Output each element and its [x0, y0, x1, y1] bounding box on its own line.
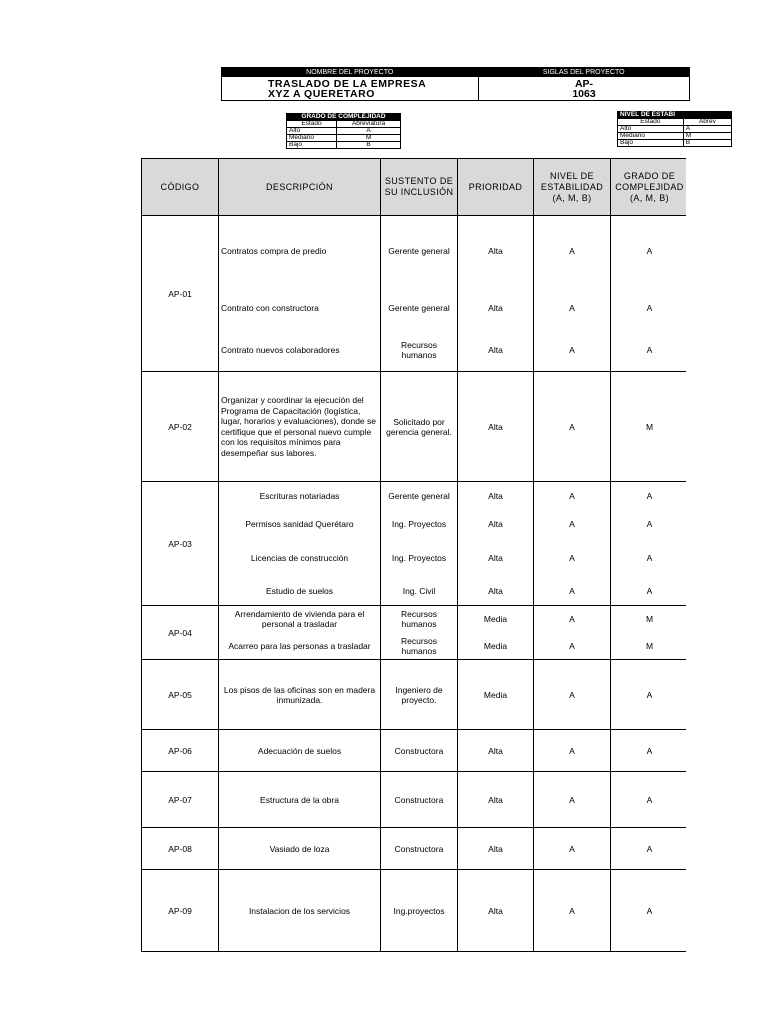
description-cell: Contrato con constructora	[219, 286, 381, 330]
complexity-cell: A	[611, 870, 689, 952]
support-cell: Ing. Civil	[381, 578, 458, 606]
stability-cell: A	[534, 772, 611, 828]
table-row	[142, 578, 689, 606]
stability-cell: A	[534, 372, 611, 482]
stability-cell: A	[534, 870, 611, 952]
stability-cell: A	[534, 510, 611, 538]
support-cell: Gerente general	[381, 216, 458, 286]
stability-cell: A	[534, 286, 611, 330]
support-cell: Gerente general	[381, 482, 458, 510]
complexity-cell: A	[611, 730, 689, 772]
legend-col-header: Estado	[618, 119, 684, 126]
table-row	[142, 510, 689, 538]
project-header-labels	[222, 68, 689, 77]
legend-abbrev: A	[337, 128, 401, 135]
stability-legend-clip	[617, 111, 716, 151]
stability-cell: A	[534, 828, 611, 870]
col-header-complexity: GRADO DE COMPLEJIDAD (A, M, B)	[611, 159, 689, 216]
legend-abbrev: B	[337, 142, 401, 149]
project-header-values	[222, 77, 689, 100]
legend-abbrev: A	[683, 126, 731, 133]
complexity-cell: A	[611, 828, 689, 870]
support-cell: Ing.proyectos	[381, 870, 458, 952]
table-row	[142, 828, 689, 870]
description-cell: Contrato nuevos colaboradores	[219, 330, 381, 372]
code-cell: AP-07	[142, 772, 219, 828]
complexity-cell: A	[611, 286, 689, 330]
legend-abbrev: B	[683, 140, 731, 147]
table-header-row	[142, 159, 689, 216]
col-header-stability: NIVEL DE ESTABILIDAD (A, M, B)	[534, 159, 611, 216]
description-cell: Los pisos de las oficinas son en madera inmunizada.	[219, 660, 381, 730]
priority-cell: Alta	[458, 538, 534, 578]
description-cell: Estudio de suelos	[219, 578, 381, 606]
priority-cell: Alta	[458, 578, 534, 606]
complexity-cell: M	[611, 633, 689, 660]
table-row	[142, 870, 689, 952]
complexity-cell: A	[611, 216, 689, 286]
col-header-support: SUSTENTO DE SU INCLUSIÓN	[381, 159, 458, 216]
requirements-table	[141, 158, 689, 952]
support-cell: Ing. Proyectos	[381, 538, 458, 578]
description-cell: Estructura de la obra	[219, 772, 381, 828]
support-cell: Recursos humanos	[381, 606, 458, 633]
code-cell: AP-04	[142, 606, 219, 660]
code-cell: AP-01	[142, 216, 219, 372]
support-cell: Constructora	[381, 730, 458, 772]
stability-legend	[617, 111, 732, 147]
stability-cell: A	[534, 482, 611, 510]
table-row	[142, 660, 689, 730]
table-row	[142, 538, 689, 578]
code-cell: AP-09	[142, 870, 219, 952]
support-cell: Constructora	[381, 772, 458, 828]
support-cell: Constructora	[381, 828, 458, 870]
table-row	[142, 216, 689, 286]
stability-cell: A	[534, 216, 611, 286]
priority-cell: Alta	[458, 482, 534, 510]
support-cell: Ing. Proyectos	[381, 510, 458, 538]
table-row	[142, 772, 689, 828]
complexity-cell: M	[611, 606, 689, 633]
stability-cell: A	[534, 730, 611, 772]
table-row	[142, 286, 689, 330]
stability-cell: A	[534, 660, 611, 730]
legend-abbrev: M	[683, 133, 731, 140]
priority-cell: Alta	[458, 730, 534, 772]
table-row	[142, 372, 689, 482]
project-name-label: NOMBRE DEL PROYECTO	[306, 69, 394, 76]
description-cell: Permisos sanidad Querétaro	[219, 510, 381, 538]
support-cell: Recursos humanos	[381, 633, 458, 660]
project-header	[221, 67, 690, 101]
priority-cell: Alta	[458, 870, 534, 952]
priority-cell: Alta	[458, 286, 534, 330]
legend-title: GRADO DE COMPLEJIDAD	[287, 114, 401, 121]
priority-cell: Alta	[458, 372, 534, 482]
stability-cell: A	[534, 578, 611, 606]
legend-state: Alto	[618, 126, 684, 133]
priority-cell: Media	[458, 633, 534, 660]
complexity-cell: A	[611, 510, 689, 538]
complexity-cell: A	[611, 330, 689, 372]
description-cell: Instalacion de los servicios	[219, 870, 381, 952]
complexity-legend	[286, 113, 401, 149]
legend-col-header: Estado	[287, 121, 337, 128]
page-edge-mask	[686, 150, 768, 970]
priority-cell: Alta	[458, 828, 534, 870]
support-cell: Solicitado por gerencia general.	[381, 372, 458, 482]
priority-cell: Media	[458, 660, 534, 730]
col-header-code: CÓDIGO	[142, 159, 219, 216]
legend-col-header: Abreviatura	[337, 121, 401, 128]
table-row	[142, 482, 689, 510]
legend-state: Mediano	[618, 133, 684, 140]
description-cell: Acarreo para las personas a trasladar	[219, 633, 381, 660]
complexity-cell: A	[611, 538, 689, 578]
code-cell: AP-03	[142, 482, 219, 606]
priority-cell: Media	[458, 606, 534, 633]
support-cell: Gerente general	[381, 286, 458, 330]
complexity-cell: A	[611, 482, 689, 510]
description-cell: Vasiado de loza	[219, 828, 381, 870]
code-cell: AP-02	[142, 372, 219, 482]
legend-abbrev: M	[337, 135, 401, 142]
table-row	[142, 606, 689, 633]
complexity-cell: M	[611, 372, 689, 482]
description-cell: Organizar y coordinar la ejecución del Programa de Capacitación (logística, lugar, horarios y evaluaciones), donde se certifique que el personal nuevo cumple con los requisitos mínimos para desempeñar sus labores.	[219, 372, 381, 482]
priority-cell: Alta	[458, 216, 534, 286]
legend-state: Mediano	[287, 135, 337, 142]
legend-title: NIVEL DE ESTABI	[618, 112, 732, 119]
complexity-cell: A	[611, 578, 689, 606]
legend-state: Bajo	[287, 142, 337, 149]
description-cell: Adecuación de suelos	[219, 730, 381, 772]
table-row	[142, 330, 689, 372]
complexity-cell: A	[611, 660, 689, 730]
stability-cell: A	[534, 606, 611, 633]
col-header-priority: PRIORIDAD	[458, 159, 534, 216]
legend-col-header: Abrev	[683, 119, 731, 126]
support-cell: Recursos humanos	[381, 330, 458, 372]
table-row	[142, 633, 689, 660]
stability-cell: A	[534, 330, 611, 372]
description-cell: Escrituras notariadas	[219, 482, 381, 510]
table-row	[142, 730, 689, 772]
complexity-cell: A	[611, 772, 689, 828]
project-acronym: AP- 1063	[478, 77, 689, 100]
code-cell: AP-08	[142, 828, 219, 870]
description-cell: Arrendamiento de vivienda para el personal a trasladar	[219, 606, 381, 633]
legend-state: Alto	[287, 128, 337, 135]
priority-cell: Alta	[458, 772, 534, 828]
description-cell: Licencias de construcción	[219, 538, 381, 578]
description-cell: Contratos compra de predio	[219, 216, 381, 286]
col-header-description: DESCRIPCIÓN	[219, 159, 381, 216]
code-cell: AP-05	[142, 660, 219, 730]
code-cell: AP-06	[142, 730, 219, 772]
project-name: TRASLADO DE LA EMPRESA XYZ A QUERETARO	[268, 78, 427, 100]
support-cell: Ingeniero de proyecto.	[381, 660, 458, 730]
stability-cell: A	[534, 633, 611, 660]
priority-cell: Alta	[458, 330, 534, 372]
project-acronym-label: SIGLAS DEL PROYECTO	[477, 68, 689, 77]
legend-state: Bajo	[618, 140, 684, 147]
priority-cell: Alta	[458, 510, 534, 538]
stability-cell: A	[534, 538, 611, 578]
